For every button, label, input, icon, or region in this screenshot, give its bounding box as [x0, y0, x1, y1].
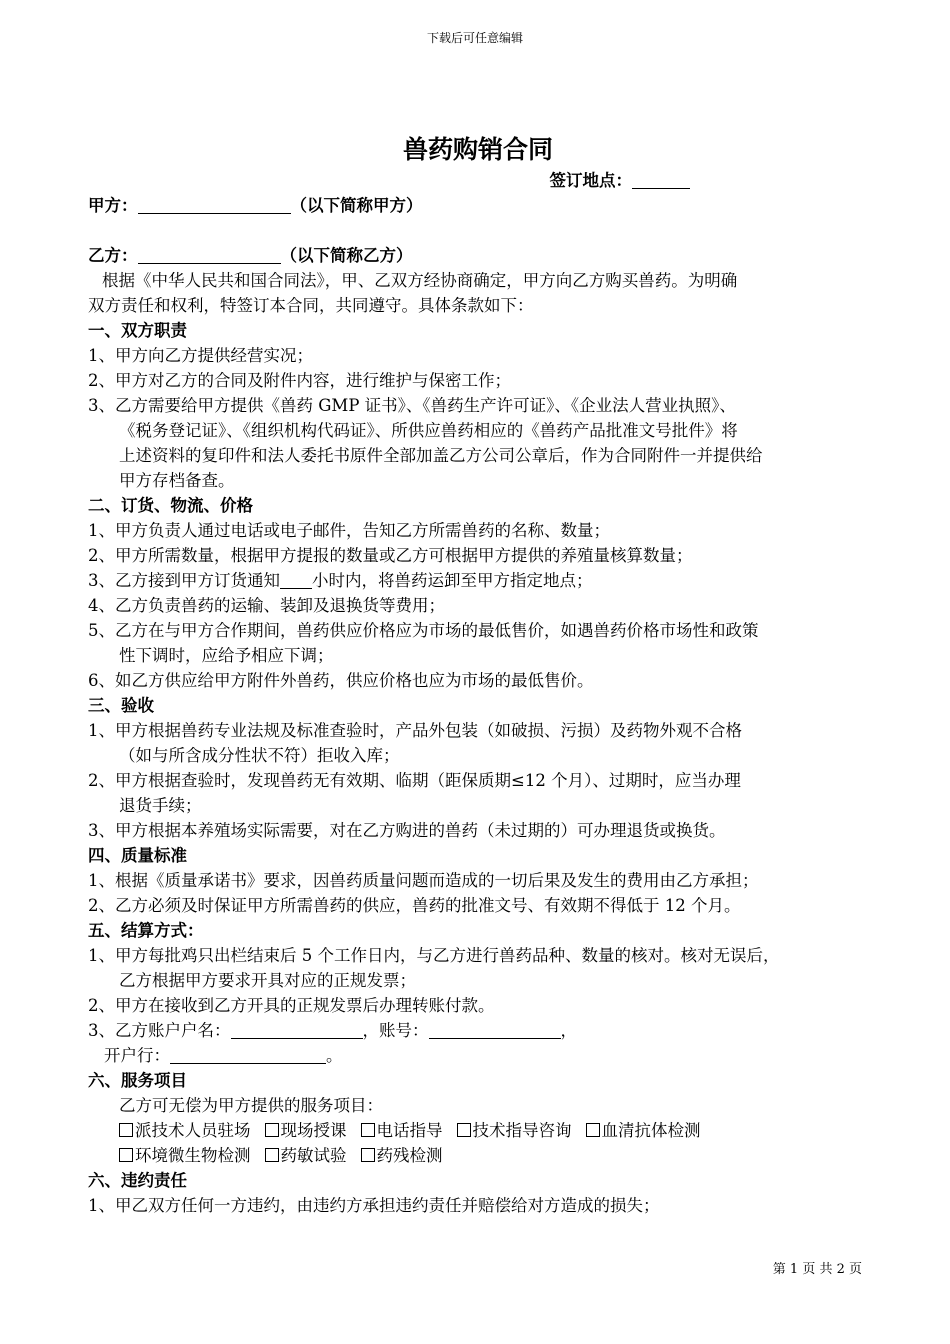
clause-continuation: （如与所含成分性状不符）拒收入库； [119, 746, 400, 765]
clause-continuation: 甲方存档备查。 [119, 471, 235, 490]
party-b-blank[interactable] [138, 245, 281, 264]
account-name-blank[interactable] [231, 1020, 363, 1039]
sign-place-label: 签订地点： [549, 171, 632, 190]
clause-text: ，账号： [362, 1021, 429, 1040]
section-heading: 一、双方职责 [88, 321, 187, 340]
clause-item: 1、根据《质量承诺书》要求，因兽药质量问题而造成的一切后果及发生的费用由乙方承担； [88, 871, 759, 890]
clause-continuation: 乙方根据甲方要求开具对应的正规发票； [119, 971, 416, 990]
section-heading: 六、违约责任 [88, 1171, 187, 1190]
service-label: 现场授课 [280, 1121, 347, 1140]
checkbox-icon[interactable] [457, 1123, 471, 1137]
clause-text: 小时内，将兽药运卸至甲方指定地点； [312, 571, 593, 590]
clause-text: 3、乙方接到甲方订货通知 [88, 571, 280, 590]
service-option[interactable] [265, 1143, 347, 1168]
section-heading: 三、验收 [88, 696, 154, 715]
section-heading: 六、服务项目 [88, 1071, 187, 1090]
contract-body [88, 132, 868, 1218]
clause-continuation: 上述资料的复印件和法人委托书原件全部加盖乙方公司公章后，作为合同附件一并提供给 [119, 446, 763, 465]
services-intro: 乙方可无偿为甲方提供的服务项目： [119, 1096, 383, 1115]
page-footer: 第 1 页 共 2 页 [772, 1262, 862, 1277]
clause-item: 2、乙方必须及时保证甲方所需兽药的供应，兽药的批准文号、有效期不得低于 12 个月。 [88, 896, 741, 915]
service-label: 技术指导咨询 [472, 1121, 572, 1140]
party-b-label: 乙方： [88, 246, 138, 265]
clause-item: 1、甲方向乙方提供经营实况； [88, 346, 313, 365]
service-label: 药残检测 [376, 1146, 443, 1165]
clause-item: 3、乙方需要给甲方提供《兽药 GMP 证书》、《兽药生产许可证》、《企业法人营业执照》、 [88, 396, 736, 415]
service-label: 派技术人员驻场 [135, 1121, 251, 1140]
checkbox-icon[interactable] [586, 1123, 600, 1137]
service-label: 环境微生物检测 [135, 1146, 251, 1165]
hours-blank[interactable] [280, 570, 312, 589]
clause-item: 2、甲方对乙方的合同及附件内容，进行维护与保密工作； [88, 371, 511, 390]
clause-item: 2、甲方根据查验时，发现兽药无有效期、临期（距保质期≤12 个月）、过期时，应当办理 [88, 771, 741, 790]
service-option[interactable] [119, 1143, 251, 1168]
clause-item [88, 1018, 868, 1043]
services-row [88, 1118, 868, 1143]
spacer [88, 218, 868, 243]
clause-item: 2、甲方在接收到乙方开具的正规发票后办理转账付款。 [88, 996, 495, 1015]
clause-text: ， [560, 1021, 577, 1040]
party-b-line [88, 243, 868, 268]
clause-item: 1、甲方负责人通过电话或电子邮件，告知乙方所需兽药的名称、数量； [88, 521, 610, 540]
clause-item: 5、乙方在与甲方合作期间，兽药供应价格应为市场的最低售价，如遇兽药价格市场性和政策 [88, 621, 759, 640]
account-number-blank[interactable] [429, 1020, 561, 1039]
intro-line: 双方责任和权利，特签订本合同，共同遵守。具体条款如下： [88, 296, 534, 315]
intro-line: 根据《中华人民共和国合同法》，甲、乙双方经协商确定，甲方向乙方购买兽药。为明确 [102, 271, 738, 290]
clause-continuation [88, 1043, 868, 1068]
checkbox-icon[interactable] [119, 1123, 133, 1137]
section-heading: 五、结算方式： [88, 921, 204, 940]
clause-item: 4、乙方负责兽药的运输、装卸及退换货等费用； [88, 596, 445, 615]
clause-item: 3、甲方根据本养殖场实际需要，对在乙方购进的兽药（未过期的）可办理退货或换货。 [88, 821, 726, 840]
bank-blank[interactable] [170, 1045, 326, 1064]
service-label: 电话指导 [376, 1121, 443, 1140]
clause-text: 。 [326, 1046, 343, 1065]
service-option[interactable] [586, 1118, 701, 1143]
party-a-label: 甲方： [88, 196, 138, 215]
clause-item: 1、甲乙双方任何一方违约，由违约方承担违约责任并赔偿给对方造成的损失； [88, 1196, 660, 1215]
party-b-suffix: （以下简称乙方） [280, 246, 413, 265]
party-a-line [88, 193, 868, 218]
section-heading: 四、质量标准 [88, 846, 187, 865]
clause-item [88, 568, 868, 593]
service-option[interactable] [119, 1118, 251, 1143]
service-option[interactable] [265, 1118, 347, 1143]
checkbox-icon[interactable] [361, 1148, 375, 1162]
clause-continuation: 《税务登记证》、《组织机构代码证》、所供应兽药相应的《兽药产品批准文号批件》将 [119, 421, 738, 440]
party-a-suffix: （以下简称甲方） [290, 196, 423, 215]
document-title: 兽药购销合同 [402, 135, 553, 164]
clause-item: 6、如乙方供应给甲方附件外兽药，供应价格也应为市场的最低售价。 [88, 671, 594, 690]
services-row [88, 1143, 868, 1168]
bank-label: 开户行： [104, 1046, 170, 1065]
service-option[interactable] [361, 1143, 443, 1168]
page-header: 下载后可任意编辑 [426, 31, 523, 45]
section-heading: 二、订货、物流、价格 [88, 496, 253, 515]
checkbox-icon[interactable] [361, 1123, 375, 1137]
clause-text: 3、乙方账户户名： [88, 1021, 231, 1040]
checkbox-icon[interactable] [265, 1148, 279, 1162]
clause-continuation: 退货手续； [119, 796, 202, 815]
service-label: 药敏试验 [280, 1146, 347, 1165]
clause-item: 1、甲方每批鸡只出栏结束后 5 个工作日内，与乙方进行兽药品种、数量的核对。核对无误后， [88, 946, 780, 965]
clause-item: 2、甲方所需数量，根据甲方提报的数量或乙方可根据甲方提供的养殖量核算数量； [88, 546, 693, 565]
checkbox-icon[interactable] [265, 1123, 279, 1137]
service-option[interactable] [361, 1118, 443, 1143]
clause-item: 1、甲方根据兽药专业法规及标准查验时，产品外包装（如破损、污损）及药物外观不合格 [88, 721, 742, 740]
service-label: 血清抗体检测 [601, 1121, 701, 1140]
party-a-blank[interactable] [138, 195, 291, 214]
clause-continuation: 性下调时，应给予相应下调； [119, 646, 334, 665]
checkbox-icon[interactable] [119, 1148, 133, 1162]
service-option[interactable] [457, 1118, 572, 1143]
sign-place-line [88, 168, 868, 193]
sign-place-blank[interactable] [632, 170, 690, 189]
